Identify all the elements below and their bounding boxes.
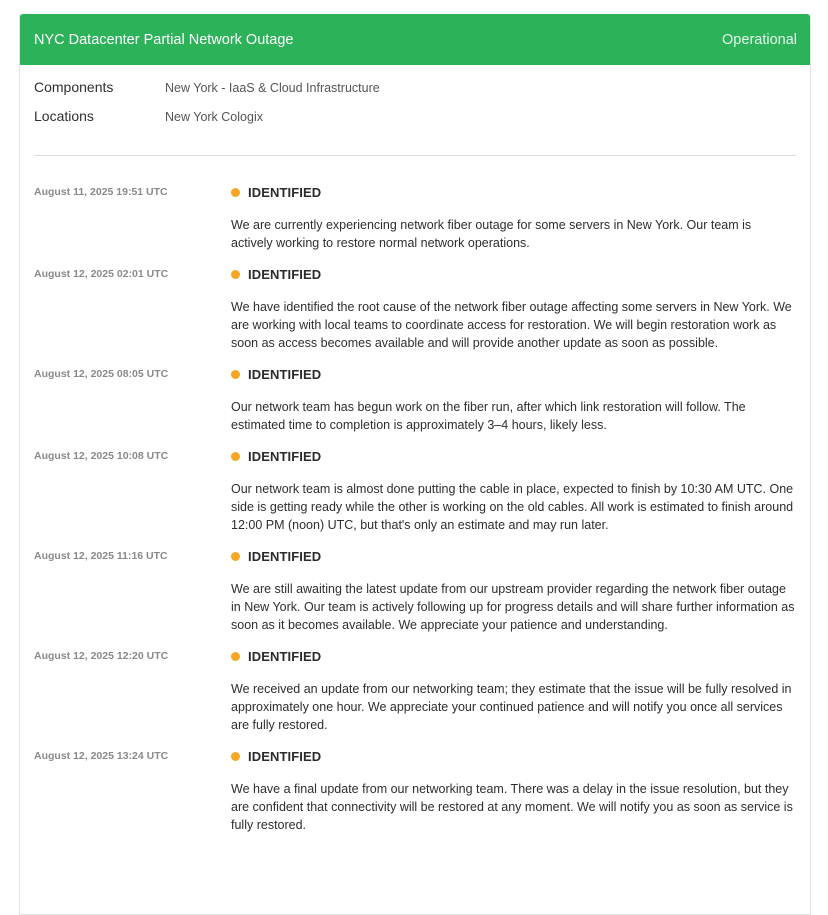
update-status-line xyxy=(231,182,796,202)
status-dot-icon xyxy=(231,752,240,761)
incident-status: Operational xyxy=(722,31,797,48)
update-status: IDENTIFIED xyxy=(248,448,322,464)
update-status-line xyxy=(231,364,796,384)
status-dot-icon xyxy=(231,552,240,561)
update-timestamp: August 12, 2025 12:20 UTC xyxy=(34,650,169,662)
incident-header xyxy=(20,14,810,65)
update-message: Our network team has begun work on the fiber run, after which link restoration will follow. The estimated time to completion is approximately 3–4 hours, likely less. xyxy=(231,400,746,432)
update-status-line xyxy=(231,746,796,766)
update-message: Our network team is almost done putting the cable in place, expected to finish by 10:30 AM UTC. One side is getting ready while the other is working on the old cables. All work is estimated to finish around 12:00 PM (noon) UTC, but that's only an estimate and may run later. xyxy=(231,482,794,532)
status-dot-icon xyxy=(231,188,240,197)
update-item xyxy=(34,546,796,634)
update-item xyxy=(34,182,796,252)
status-dot-icon xyxy=(231,370,240,379)
update-status: IDENTIFIED xyxy=(248,748,322,764)
update-message: We received an update from our networking team; they estimate that the issue will be fully resolved in approximately one hour. We appreciate your continued patience and will notify you once all services are fully restored. xyxy=(231,682,792,732)
update-message: We are currently experiencing network fiber outage for some servers in New York. Our team is actively working to restore normal network operations. xyxy=(231,218,752,250)
update-item xyxy=(34,264,796,352)
update-body xyxy=(231,182,796,252)
incident-card xyxy=(19,14,811,915)
status-dot-icon xyxy=(231,270,240,279)
components-value: New York - IaaS & Cloud Infrastructure xyxy=(165,81,380,95)
update-timestamp: August 12, 2025 11:16 UTC xyxy=(34,550,168,562)
locations-value: New York Cologix xyxy=(165,110,263,124)
update-status: IDENTIFIED xyxy=(248,366,322,382)
update-item xyxy=(34,364,796,434)
update-status-line xyxy=(231,446,796,466)
update-status-line xyxy=(231,546,796,566)
incident-meta xyxy=(20,65,810,137)
update-timestamp: August 12, 2025 13:24 UTC xyxy=(34,750,169,762)
update-status: IDENTIFIED xyxy=(248,266,322,282)
update-item xyxy=(34,746,796,834)
update-status: IDENTIFIED xyxy=(248,648,322,664)
update-timestamp: August 12, 2025 02:01 UTC xyxy=(34,268,169,280)
update-timestamp: August 11, 2025 19:51 UTC xyxy=(34,186,168,198)
update-status-line xyxy=(231,264,796,284)
update-body xyxy=(231,364,796,434)
update-item xyxy=(34,646,796,734)
update-body xyxy=(231,264,796,352)
update-message: We are still awaiting the latest update from our upstream provider regarding the network fiber outage in New York. Our team is actively following up for progress details and will share further information as soon as it becomes available. We appreciate your patience and understanding. xyxy=(231,582,795,632)
updates-list xyxy=(20,156,810,834)
locations-row xyxy=(34,108,796,137)
update-message: We have a final update from our networking team. There was a delay in the issue resolution, but they are confident that connectivity will be restored at any moment. We will notify you as soon as service is fully restored. xyxy=(231,782,793,832)
update-status-line xyxy=(231,646,796,666)
update-body xyxy=(231,646,796,734)
update-timestamp: August 12, 2025 08:05 UTC xyxy=(34,368,169,380)
update-item xyxy=(34,446,796,534)
update-message: We have identified the root cause of the network fiber outage affecting some servers in New York. We are working with local teams to coordinate access for restoration. We will begin restoration work as soon as access becomes available and will provide another update as soon as possible. xyxy=(231,300,792,350)
status-dot-icon xyxy=(231,652,240,661)
update-timestamp: August 12, 2025 10:08 UTC xyxy=(34,450,169,462)
locations-label: Locations xyxy=(34,108,94,124)
update-body xyxy=(231,746,796,834)
incident-title: NYC Datacenter Partial Network Outage xyxy=(34,31,294,48)
update-status: IDENTIFIED xyxy=(248,548,322,564)
components-label: Components xyxy=(34,79,114,95)
update-status: IDENTIFIED xyxy=(248,184,322,200)
status-dot-icon xyxy=(231,452,240,461)
update-body xyxy=(231,446,796,534)
components-row xyxy=(34,79,796,108)
update-body xyxy=(231,546,796,634)
